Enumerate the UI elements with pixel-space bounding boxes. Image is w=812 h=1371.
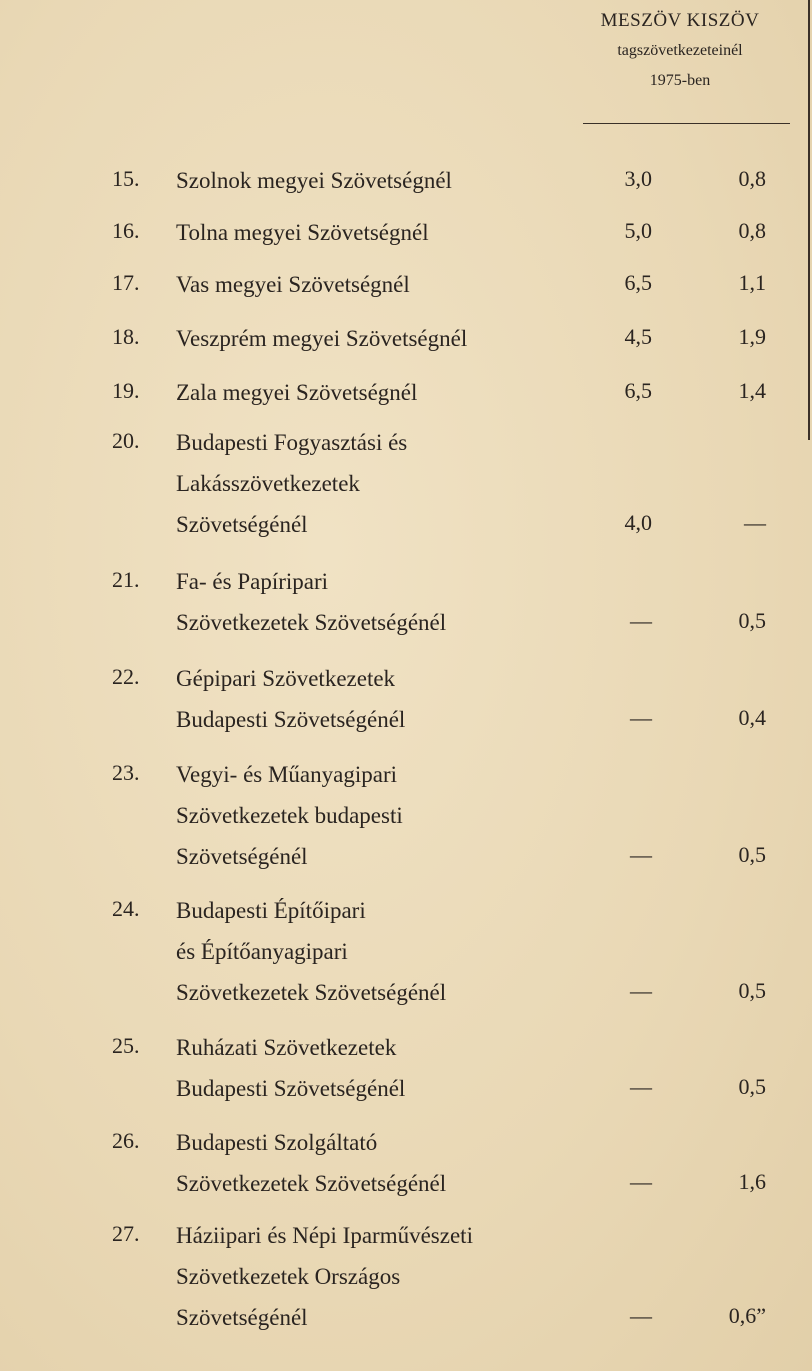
- row-label: [176, 160, 626, 201]
- row-label: [176, 422, 626, 545]
- label-line: Vas megyei Szövetségnél: [176, 272, 410, 297]
- label-line: Budapesti Szövetségénél: [176, 707, 406, 732]
- meszov-value: 6,5: [624, 378, 652, 403]
- label-line: Szövetkezetek Szövetségénél: [176, 1171, 447, 1196]
- label-line: Gépipari Szövetkezetek: [176, 666, 396, 691]
- header-line-1: MESZÖV KISZÖV: [600, 10, 760, 31]
- row-label: [176, 1122, 626, 1204]
- row-number: 22.: [112, 664, 140, 689]
- row-label: [176, 372, 626, 413]
- kiszov-value: 0,5: [738, 978, 766, 1003]
- header-line-2: tagszövetkezeteinél: [617, 42, 743, 59]
- kiszov-value: 0,8: [738, 218, 766, 243]
- kiszov-value: 0,5: [738, 1074, 766, 1099]
- row-label: [176, 561, 626, 643]
- label-line: Szövetségénél: [176, 844, 308, 869]
- header-rule: [583, 123, 790, 124]
- label-line: Budapesti Szolgáltató: [176, 1130, 378, 1155]
- meszov-value: —: [630, 978, 652, 1003]
- meszov-value: 5,0: [624, 218, 652, 243]
- meszov-value: 6,5: [624, 270, 652, 295]
- label-line: Szövetségénél: [176, 1305, 308, 1330]
- row-label: [176, 318, 626, 359]
- row-number: 19.: [112, 378, 140, 403]
- kiszov-value: 1,6: [738, 1169, 766, 1194]
- row-number: 21.: [112, 567, 140, 592]
- row-label: [176, 1027, 626, 1109]
- header-line-3: 1975-ben: [649, 72, 711, 89]
- row-number: 23.: [112, 760, 140, 785]
- kiszov-value: 0,8: [738, 166, 766, 191]
- kiszov-value: 0,5: [738, 842, 766, 867]
- meszov-value: —: [630, 1074, 652, 1099]
- row-number: 24.: [112, 896, 140, 921]
- meszov-value: 4,0: [624, 510, 652, 535]
- label-line: és Építőanyagipari: [176, 939, 348, 964]
- row-label: [176, 890, 626, 1013]
- kiszov-value: —: [744, 510, 766, 535]
- label-line: Szövetkezetek Országos: [176, 1264, 401, 1289]
- label-line: Budapesti Fogyasztási és: [176, 430, 408, 455]
- row-number: 27.: [112, 1221, 140, 1246]
- meszov-value: —: [630, 1303, 652, 1328]
- label-line: Ruházati Szövetkezetek: [176, 1035, 397, 1060]
- meszov-value: 3,0: [624, 166, 652, 191]
- row-number: 17.: [112, 270, 140, 295]
- label-line: Tolna megyei Szövetségnél: [176, 220, 429, 245]
- vertical-rule: [808, 0, 810, 440]
- label-line: Budapesti Építőipari: [176, 898, 366, 923]
- label-line: Szövetségénél: [176, 512, 308, 537]
- meszov-value: 4,5: [624, 324, 652, 349]
- row-label: [176, 754, 626, 877]
- kiszov-value: 0,6”: [728, 1303, 766, 1328]
- label-line: Szövetkezetek Szövetségénél: [176, 980, 447, 1005]
- label-line: Zala megyei Szövetségnél: [176, 380, 418, 405]
- column-header: [560, 10, 800, 90]
- kiszov-value: 0,4: [738, 705, 766, 730]
- label-line: Veszprém megyei Szövetségnél: [176, 326, 468, 351]
- row-number: 25.: [112, 1033, 140, 1058]
- kiszov-value: 1,9: [738, 324, 766, 349]
- row-label: [176, 658, 626, 740]
- row-label: [176, 212, 626, 253]
- row-number: 16.: [112, 218, 140, 243]
- row-number: 20.: [112, 428, 140, 453]
- label-line: Budapesti Szövetségénél: [176, 1076, 406, 1101]
- label-line: Fa- és Papíripari: [176, 569, 329, 594]
- row-label: [176, 264, 626, 305]
- row-number: 15.: [112, 166, 140, 191]
- meszov-value: —: [630, 705, 652, 730]
- kiszov-value: 1,1: [738, 270, 766, 295]
- meszov-value: —: [630, 842, 652, 867]
- row-number: 18.: [112, 324, 140, 349]
- kiszov-value: 0,5: [738, 608, 766, 633]
- label-line: Szolnok megyei Szövetségnél: [176, 168, 452, 193]
- label-line: Vegyi- és Műanyagipari: [176, 762, 397, 787]
- label-line: Szövetkezetek Szövetségénél: [176, 610, 447, 635]
- meszov-value: —: [630, 608, 652, 633]
- label-line: Szövetkezetek budapesti: [176, 803, 403, 828]
- kiszov-value: 1,4: [738, 378, 766, 403]
- label-line: Lakásszövetkezetek: [176, 471, 360, 496]
- meszov-value: —: [630, 1169, 652, 1194]
- label-line: Háziipari és Népi Iparművészeti: [176, 1223, 473, 1248]
- row-number: 26.: [112, 1128, 140, 1153]
- row-label: [176, 1215, 626, 1338]
